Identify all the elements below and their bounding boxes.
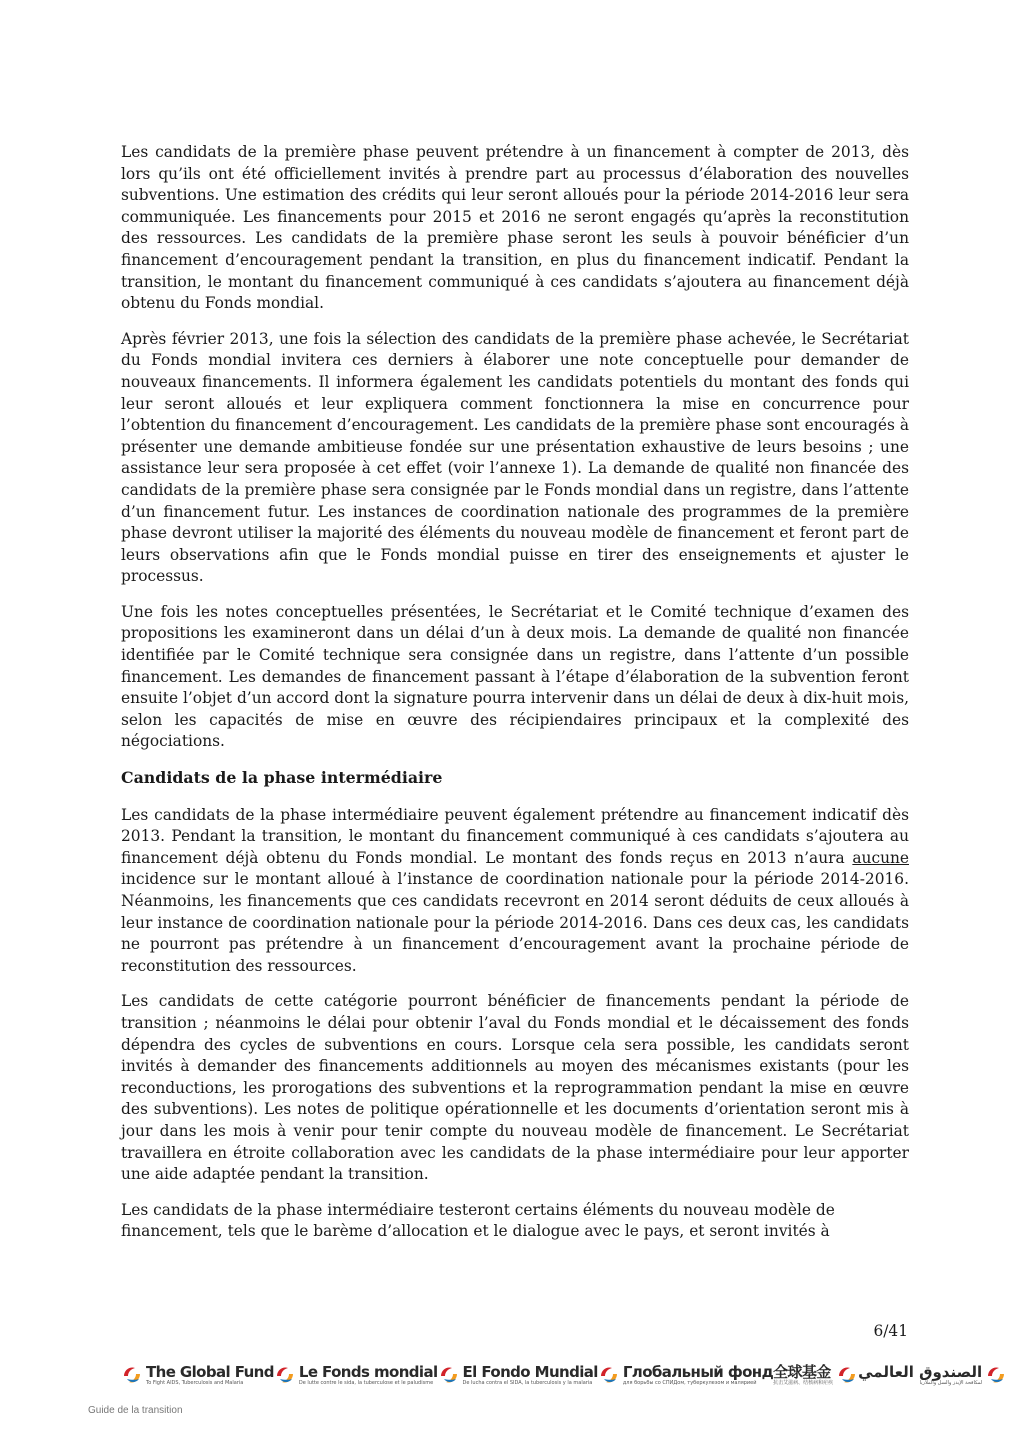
logo-name: Глобальный фонд xyxy=(622,1362,774,1381)
logo-tagline: De lutte contre le sida, la tuberculose et le paludisme xyxy=(298,1379,434,1386)
logo-tagline: для борьбы со СПИДом, туберкулезом и малярией xyxy=(622,1379,757,1386)
paragraph-6: Les candidats de la phase intermédiaire testeront certains éléments du nouveau modèle de financement, tels que le barème d’allocation et le dialogue avec le pays, et seront invités à xyxy=(121,1200,835,1241)
logo-name: 全球基金 xyxy=(773,1362,831,1381)
logo-tagline: لمكافحة الإيدز والسل والملاريا xyxy=(919,1379,983,1386)
logo-tagline: De lucha contra el SIDA, la tuberculosis y la malaria xyxy=(462,1379,593,1386)
paragraph-5: Les candidats de cette catégorie pourront bénéficier de financements pendant la période de transition ; néanmoins le délai pour obtenir l’aval du Fonds mondial et le décaissement des fonds dépendra des cycles de subventions en cours. Lorsque cela sera possible, les candidats seront invités à demander des financements additionnels au moyen des mécanismes existants (pour les reconductions, les prorogations des subventions et la reprogrammation pendant la mise en œuvre des subventions). Les notes de politique opérationnelle et les documents d’orientation seront mis à jour dans les mois à venir pour tenir compte du nouveau modèle de financement. Le Secrétariat travaillera en étroite collaboration avec les candidats de la phase intermédiaire pour leur apporter une aide adaptée pendant la transition. xyxy=(121,992,909,1184)
logo-french xyxy=(274,1364,438,1386)
global-fund-swirl-icon xyxy=(121,1364,143,1386)
paragraph-3: Une fois les notes conceptuelles présentées, le Secrétariat et le Comité technique d’examen des propositions les examineront dans un délai d’un à deux mois. La demande de qualité non financée identifiée par le Comité technique sera consignée dans un registre, dans l’attente d’un possible financement. Les demandes de financement passant à l’étape d’élaboration de la subvention feront ensuite l’objet d’un accord dont la signature pourra intervenir dans un délai de deux à dix-huit mois, selon les capacités de mise en œuvre des récipiendaires principaux et la complexité des négociations. xyxy=(121,602,909,751)
global-fund-swirl-icon xyxy=(985,1364,1007,1386)
underlined-word: aucune xyxy=(852,848,909,867)
logo-name: El Fondo Mundial xyxy=(462,1362,598,1381)
logo-chinese xyxy=(773,1364,858,1386)
logo-spanish xyxy=(438,1364,598,1386)
logo-strip xyxy=(121,1358,983,1392)
logo-name: The Global Fund xyxy=(146,1362,274,1381)
logo-name: الصندوق العالمي xyxy=(858,1362,983,1381)
paragraph-1: Les candidats de la première phase peuvent prétendre à un financement à compter de 2013, dès lors qu’ils ont été officiellement invités à prendre part au processus d’élaboration des nouvelles subventions. Une estimation des crédits qui leur seront alloués pour la période 2014-2016 leur sera communiquée. Les financements pour 2015 et 2016 ne seront engagés qu’après la reconstitution des ressources. Les candidats de la première phase seront les seuls à pouvoir bénéficier d’un financement d’encouragement pendant la transition, en plus du financement indicatif. Pendant la transition, le montant du financement communiqué à ces candidats s’ajoutera au financement déjà obtenu du Fonds mondial. xyxy=(121,143,909,313)
page-number: 6/41 xyxy=(873,1322,908,1340)
paragraph-4-part-a: Les candidats de la phase intermédiaire peuvent également prétendre au financement indicatif dès 2013. Pendant la transition, le montant du financement communiqué à ces candidats s’ajoutera au financement déjà obtenu du Fonds mondial. Le montant des fonds reçus en 2013 n’aura xyxy=(121,805,909,867)
global-fund-swirl-icon xyxy=(274,1364,296,1386)
logo-tagline: 抗击艾滋病、结核病和疟疾 xyxy=(773,1379,834,1386)
logo-russian xyxy=(598,1364,773,1386)
paragraph-4-part-b: incidence sur le montant alloué à l’instance de coordination nationale pour la période 2014-2016. Néanmoins, les financements que ces candidats recevront en 2014 seront déduits de ceux alloués à leur instance de coordination nationale pour la période 2014-2016. Dans ces deux cas, les candidats ne pourront pas prétendre à un financement d’encouragement avant la prochaine période de reconstitution des ressources. xyxy=(121,870,909,975)
logo-arabic xyxy=(858,1364,1007,1386)
section-heading: Candidats de la phase intermédiaire xyxy=(121,768,443,788)
paragraph-2: Après février 2013, une fois la sélection des candidats de la première phase achevée, le Secrétariat du Fonds mondial invitera ces derniers à élaborer une note conceptuelle pour demander de nouveaux financements. Il informera également les candidats potentiels du montant des fonds qui leur seront alloués et leur expliquera comment fonctionnera la mise en concurrence pour l’obtention du financement d’encouragement. Les candidats de la première phase sont encouragés à présenter une demande ambitieuse fondée sur une présentation exhaustive de leurs besoins ; une assistance leur sera proposée à cet effet (voir l’annexe 1). La demande de qualité non financée des candidats de la première phase sera consignée par le Fonds mondial dans un registre, dans l’attente d’un financement futur. Les instances de coordination nationale des programmes de la première phase devront utiliser la majorité des éléments du nouveau modèle de financement et feront part de leurs observations afin que le Fonds mondial puisse en tirer des enseignements et ajuster le processus. xyxy=(121,329,909,586)
logo-name: Le Fonds mondial xyxy=(298,1362,438,1381)
paragraph-4 xyxy=(121,805,909,978)
global-fund-swirl-icon xyxy=(598,1364,620,1386)
footer-label: Guide de la transition xyxy=(88,1405,183,1416)
logo-english xyxy=(121,1364,274,1386)
document-body xyxy=(121,142,909,1257)
global-fund-swirl-icon xyxy=(438,1364,460,1386)
logo-tagline: To Fight AIDS, Tuberculosis and Malaria xyxy=(146,1379,244,1386)
global-fund-swirl-icon xyxy=(836,1364,858,1386)
